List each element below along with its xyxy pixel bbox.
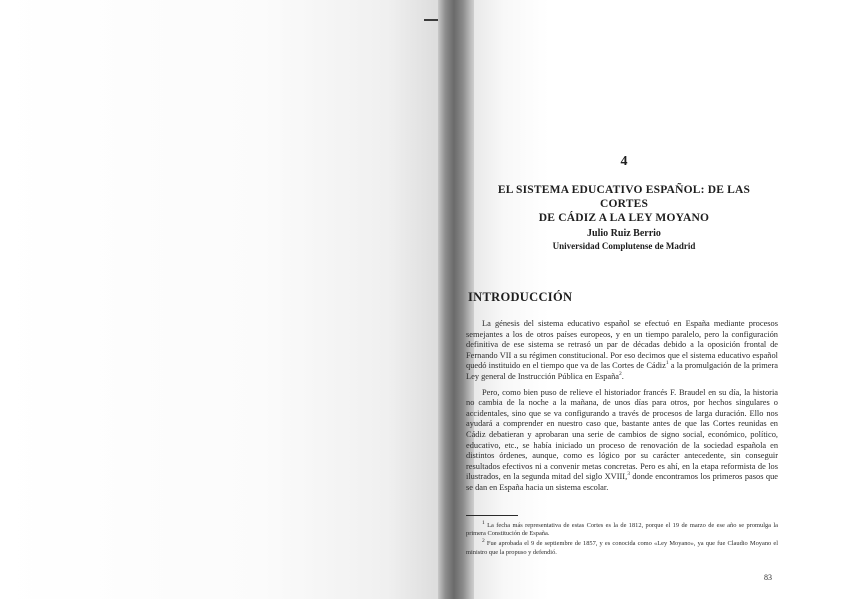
- page-number: 83: [764, 573, 772, 582]
- chapter-title: [484, 183, 764, 225]
- paragraph-1: [466, 319, 778, 383]
- author-name: Julio Ruiz Berrio: [587, 228, 661, 239]
- footnote-divider: [466, 515, 518, 516]
- body-text: [466, 319, 778, 499]
- paragraph-2-part-a: Pero, como bien puso de relieve el historiador francés F. Braudel en su día, la historia no cambia de la noche a la mañana, de unos días para otros, por hechos singulares o accidentales, sino que se va configurando a través de procesos de larga duración. Ello nos ayudará a comprender en nuestro caso que, bastante antes de que las Cortes reunidas en Cádiz debatieran y aprobaran una serie de cambios de signo social, económico, político, educativo, etc., se había iniciado un proceso de renovación de la sociedad española en distintos órdenes, aunque, como es lógico por su carácter antecedente, sin conseguir resultados efectivos ni a convenir metas concretas. Pero es ahí, en la etapa reformista de los ilustrados, en la segunda mitad del siglo XVIII,: [466, 387, 778, 482]
- footnotes: [466, 519, 778, 559]
- footnote-2: [466, 540, 778, 556]
- chapter-number: 4: [620, 154, 628, 169]
- footnote-ref-2: 2: [619, 371, 622, 378]
- author-affiliation: Universidad Complutense de Madrid: [552, 241, 696, 251]
- footnote-2-text: Fue aprobada el 9 de septiembre de 1857, y es conocida como «Ley Moyano», ya que fue Claudio Moyano el ministro que la propuso y defendió.: [466, 540, 778, 556]
- footnote-ref-1: 1: [665, 360, 669, 367]
- paragraph-2-part-b: donde encontramos los primeros pasos que se dan en España hacia un sistema escolar.: [466, 472, 778, 492]
- section-heading: INTRODUCCIÓN: [468, 290, 573, 304]
- paragraph-1-part-b: a la promulgación de la primera Ley general de Instrucción Pública en España: [466, 361, 778, 381]
- paragraph-1-part-c: .: [621, 371, 624, 381]
- footnote-1: [466, 519, 778, 538]
- chapter-title-line-1: EL SISTEMA EDUCATIVO ESPAÑOL: DE LAS CORTES: [497, 184, 751, 210]
- footnote-1-text: La fecha más representativa de estas Cortes es la de 1812, porque el 19 de marzo de ese año se promulga la primera Constitución de España.: [466, 522, 778, 538]
- footnote-ref-3: 3: [627, 471, 630, 478]
- chapter-title-line-2: DE CÁDIZ A LA LEY MOYANO: [538, 212, 710, 224]
- paragraph-1-part-a: La génesis del sistema educativo español se efectuó en España mediante procesos semejantes a los de otros países europeos, y en un tiempo paralelo, pero la configuración definitiva de ese sistema se retrasó un par de décadas debido a la oposición frontal de Fernando VII a su régimen constitucional. Por eso decimos que el sistema educativo español quedó instituido en el tiempo que va de las Cortes de Cádiz: [466, 319, 778, 371]
- paragraph-2: [466, 388, 778, 494]
- footnote-2-number: 2: [482, 538, 485, 545]
- footnote-1-number: 1: [482, 519, 485, 526]
